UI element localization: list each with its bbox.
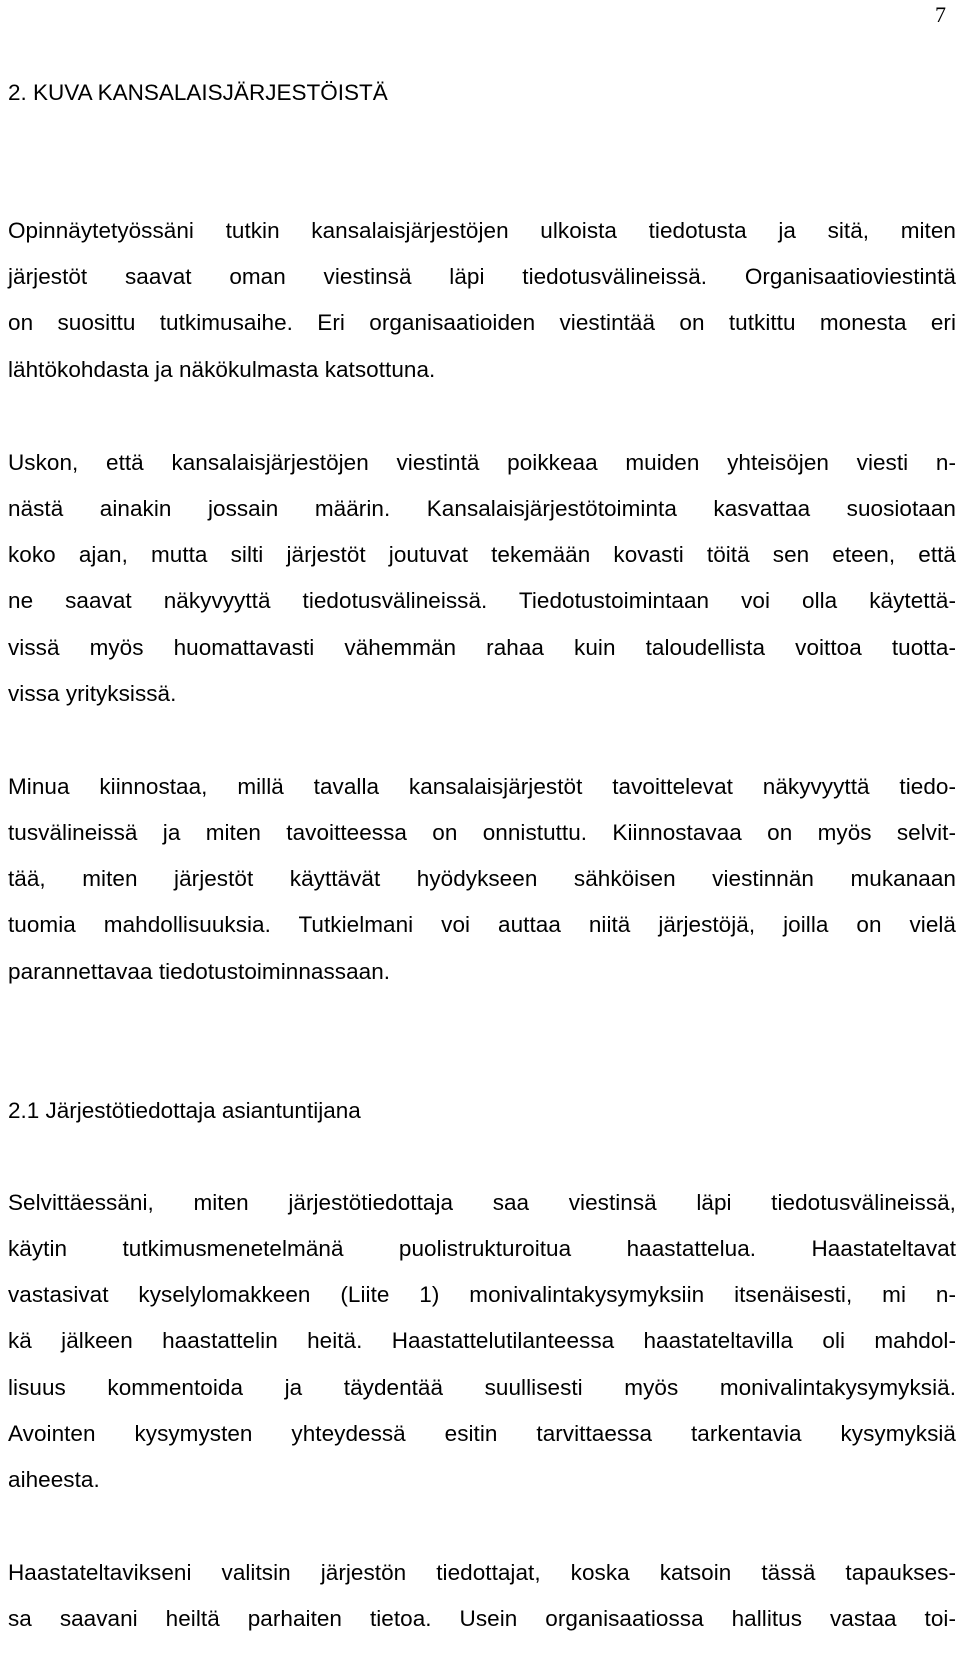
text-line: ne saavat näkyvyyttä tiedotusvälineissä. Tiedotustoimintaan voi olla käytettä- xyxy=(8,588,956,614)
page-number: 7 xyxy=(935,2,946,27)
text-line: lähtökohdasta ja näkökulmasta katsottuna. xyxy=(8,356,436,382)
text-line: aiheesta. xyxy=(8,1466,100,1492)
text-line: koko ajan, mutta silti järjestöt joutuvat tekemään kovasti töitä sen eteen, että xyxy=(8,542,956,568)
text-line: tää, miten järjestöt käyttävät hyödykseen sähköisen viestinnän mukanaan xyxy=(8,866,956,892)
paragraph-4 xyxy=(8,1180,956,1503)
text-line: Minua kiinnostaa, millä tavalla kansalaisjärjestöt tavoittelevat näkyvyyttä tiedo- xyxy=(8,773,956,799)
text-line: vissä myös huomattavasti vähemmän rahaa kuin taloudellista voittoa tuotta- xyxy=(8,634,956,660)
paragraph-1 xyxy=(8,208,956,393)
text-line: nästä ainakin jossain määrin. Kansalaisjärjestötoiminta kasvattaa suosiotaan xyxy=(8,495,956,521)
paragraph-2 xyxy=(8,440,956,717)
spacer xyxy=(8,717,956,764)
text-line: Haastateltavikseni valitsin järjestön tiedottajat, koska katsoin tässä tapaukses- xyxy=(8,1560,956,1586)
spacer xyxy=(8,995,956,1088)
spacer xyxy=(8,1134,956,1180)
paragraph-5 xyxy=(8,1550,956,1642)
text-line: parannettavaa tiedotustoiminnassaan. xyxy=(8,958,391,984)
text-line: Selvittäessäni, miten järjestötiedottaja saa viestinsä läpi tiedotusvälineissä, xyxy=(8,1189,956,1215)
text-line: Avointen kysymysten yhteydessä esitin tarvittaessa tarkentavia kysymyksiä xyxy=(8,1420,956,1446)
text-line: on suosittu tutkimusaihe. Eri organisaatioiden viestintää on tutkittu monesta eri xyxy=(8,310,956,336)
text-line: tuomia mahdollisuuksia. Tutkielmani voi auttaa niitä järjestöjä, joilla on vielä xyxy=(8,912,956,938)
text-line: Uskon, että kansalaisjärjestöjen viestintä poikkeaa muiden yhteisöjen viesti n- xyxy=(8,449,956,475)
text-line: kä jälkeen haastattelin heitä. Haastattelutilanteessa haastateltavilla oli mahdol- xyxy=(8,1328,956,1354)
text-line: lisuus kommentoida ja täydentää suullisesti myös monivalintakysymyksiä. xyxy=(8,1374,956,1400)
spacer xyxy=(8,393,956,440)
section-heading: 2. KUVA KANSALAISJÄRJESTÖISTÄ xyxy=(8,80,388,105)
text-line: tusvälineissä ja miten tavoitteessa on onnistuttu. Kiinnostavaa on myös selvit- xyxy=(8,820,956,846)
text-line: käytin tutkimusmenetelmänä puolistrukturoitua haastattelua. Haastateltavat xyxy=(8,1236,956,1261)
text-line: sa saavani heiltä parhaiten tietoa. Usein organisaatiossa hallitus vastaa toi- xyxy=(8,1606,956,1632)
spacer xyxy=(8,1503,956,1550)
paragraph-3 xyxy=(8,764,956,995)
subsection-heading: 2.1 Järjestötiedottaja asiantuntijana xyxy=(8,1097,361,1123)
text-line: vissa yrityksissä. xyxy=(8,680,177,706)
text-line: Opinnäytetyössäni tutkin kansalaisjärjestöjen ulkoista tiedotusta ja sitä, miten xyxy=(8,218,956,243)
text-line: vastasivat kyselylomakkeen (Liite 1) monivalintakysymyksiin itsenäisesti, mi n- xyxy=(8,1282,956,1308)
text-line: järjestöt saavat oman viestinsä läpi tiedotusvälineissä. Organisaatioviestintä xyxy=(8,264,956,290)
document-body xyxy=(8,70,956,1643)
spacer xyxy=(8,116,956,208)
